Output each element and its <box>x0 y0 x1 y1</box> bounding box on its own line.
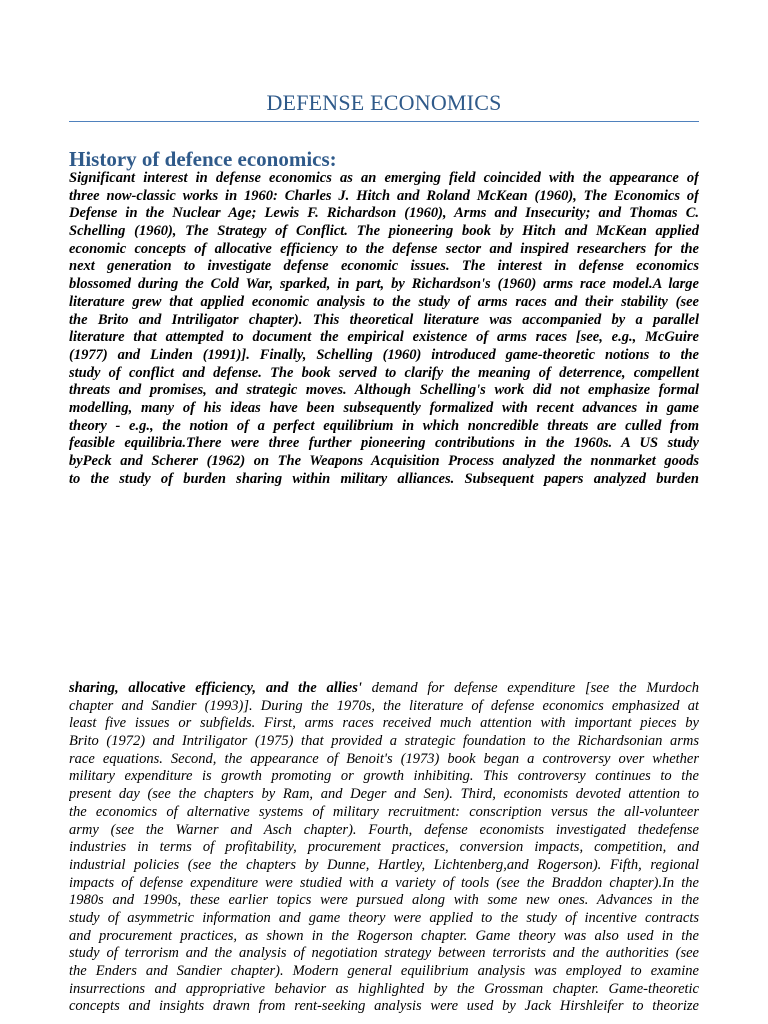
text-line: industrial policies (see the chapters by Dunne, Hartley, Lichtenberg,and Rogerson). Fifth, regional <box>69 856 699 873</box>
text-line: literature grew that applied economic analysis to the study of arms races and their stability (see <box>69 293 699 310</box>
text-line: literature that attempted to document the empirical existence of arms races [see, e.g., McGuire <box>69 329 699 346</box>
text-line: to the study of burden sharing within military alliances. Subsequent papers analyzed burden <box>69 470 699 487</box>
text-line: race equations. Second, the appearance of Benoit's (1973) book began a controversy over whether <box>69 750 699 767</box>
text-line: theory - e.g., the notion of a perfect equilibrium in which noncredible threats are culled from <box>69 417 699 434</box>
text-line: impacts of defense expenditure were studied with a variety of tools (see the Braddon chapter).In the <box>69 874 699 891</box>
text-line: three now-classic works in 1960: Charles J. Hitch and Roland McKean (1960), The Economics of <box>69 187 699 204</box>
text-line: next generation to investigate defense economic issues. The interest in defense economics <box>69 258 699 275</box>
text-line: (1977) and Linden (1991)]. Finally, Schelling (1960) introduced game-theoretic notions to the <box>69 346 699 363</box>
text-line: byPeck and Scherer (1962) on The Weapons Acquisition Process analyzed the nonmarket goods <box>69 453 699 469</box>
text-line: least five issues or subfields. First, arms races received much attention with important pieces by <box>69 715 699 732</box>
text-line: study of conflict and defense. The book served to clarify the meaning of deterrence, compellent <box>69 364 699 381</box>
text-line: Defense in the Nuclear Age; Lewis F. Richardson (1960), Arms and Insecurity; and Thomas C. <box>69 205 699 222</box>
text-line: economic concepts of allocative efficiency to the defense sector and inspired researchers for the <box>69 240 699 257</box>
text-line: feasible equilibria.There were three further pioneering contributions in the 1960s. A US study <box>69 435 699 452</box>
text-line: army (see the Warner and Asch chapter). Fourth, defense economists investigated thedefense <box>69 821 699 838</box>
text-line: Schelling (1960), The Strategy of Conflict. The pioneering book by Hitch and McKean applied <box>69 223 699 240</box>
text-line: the Enders and Sandier chapter). Modern general equilibrium analysis was employed to examine <box>69 963 699 979</box>
text-line: blossomed during the Cold War, sparked, in part, by Richardson's (1960) arms race model.A large <box>69 276 699 293</box>
text-line: insurrections and appropriative behavior as highlighted by the Grossman chapter. Game-theoretic <box>69 980 699 997</box>
text-line: study of terrorism and the analysis of negotiation strategy between terrorists and the authorities (see <box>69 945 699 962</box>
text-line: threats and promises, and strategic moves. Although Schelling's work did not emphasize formal <box>69 382 699 399</box>
text-line: Brito (1972) and Intriligator (1975) that provided a strategic foundation to the Richardsonian arms <box>69 733 699 750</box>
page-title: DEFENSE ECONOMICS <box>266 90 502 115</box>
bold-lead-text: sharing, allocative efficiency, and the allies' <box>69 680 362 696</box>
text-line: modelling, many of his ideas have been subsequently formalized with recent advances in game <box>69 399 699 416</box>
text-line: concepts and insights drawn from rent-seeking analysis were used by Jack Hirshleifer to theorize <box>69 998 699 1015</box>
paragraph-history-part-2 <box>69 680 699 1016</box>
paragraph-history-part-1 <box>69 170 699 488</box>
text-line: industries in terms of profitability, procurement practices, conversion impacts, competition, and <box>69 839 699 856</box>
text-line: the economics of alternative systems of military recruitment: conscription versus the all-volunteer <box>69 803 699 820</box>
text-line: military expenditure is growth promoting or growth inhibiting. This controversy continues to the <box>69 768 699 785</box>
section-heading: History of defence economics: <box>69 147 337 171</box>
text-line: present day (see the chapters by Ram, and Deger and Sen). Third, economists devoted attention to <box>69 786 699 803</box>
text-line: study of asymmetric information and game theory were applied to the study of incentive contracts <box>69 909 699 926</box>
text-line-rest: demand for defense expenditure [see the Murdoch <box>361 680 699 696</box>
title-divider <box>69 121 699 122</box>
text-line: Significant interest in defense economics as an emerging field coincided with the appearance of <box>69 170 699 186</box>
text-line: chapter and Sandier (1993)]. During the 1970s, the literature of defense economics emphasized at <box>69 697 699 714</box>
text-line: the Brito and Intriligator chapter). This theoretical literature was accompanied by a parallel <box>69 311 699 328</box>
text-line: and procurement practices, as shown in the Rogerson chapter. Game theory was also used in the <box>69 927 699 944</box>
text-line <box>69 680 699 698</box>
text-line: 1980s and 1990s, these earlier topics were pursued along with some new ones. Advances in the <box>69 892 699 909</box>
